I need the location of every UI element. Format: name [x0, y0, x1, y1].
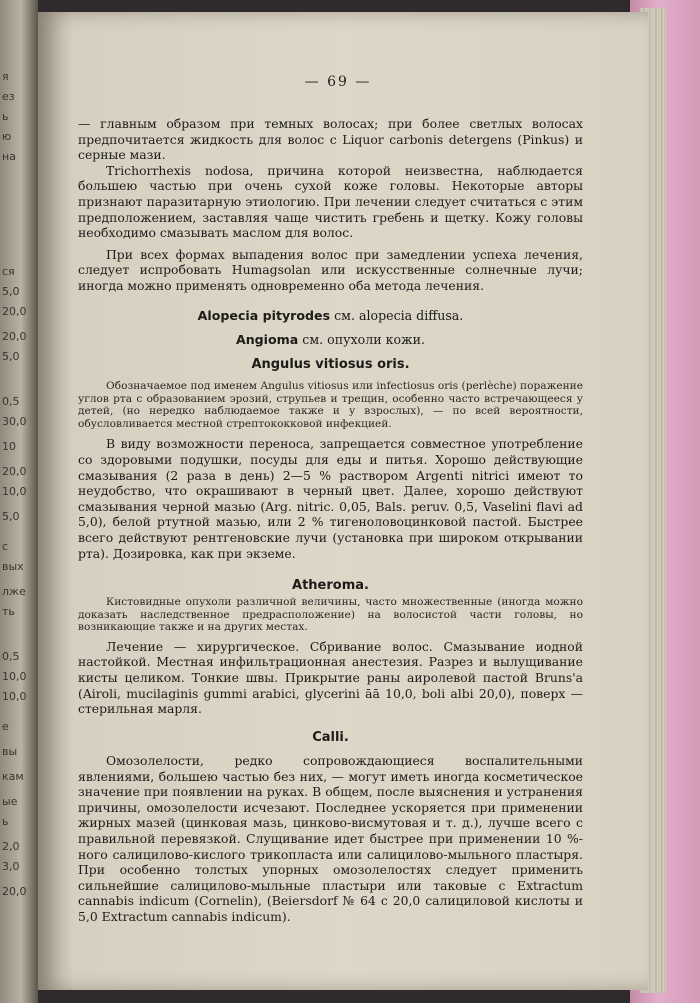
- atheroma-description: Кистовидные опухоли различной величины, часто множественные (иногда можно доказать наследственное предрасположение) на волосистой части головы, но возникающие также и на других местах.: [78, 596, 583, 634]
- margin-fragment: 10,0: [2, 690, 27, 703]
- margin-fragment: ть: [2, 605, 15, 618]
- margin-fragment: 5,0: [2, 350, 20, 363]
- margin-fragment: 20,0: [2, 330, 27, 343]
- angulus-description: Обозначаемое под именем Angulus vitiosus или infectiosus oris (perlèche) поражение углов рта с образованием эрозий, струпьев и трещин, особенно часто встречающееся у детей, (но нередко наблюдаемое также и у взрослых), — по всей вероятности, обусловливается местной стрептококковой инфекцией.: [78, 380, 583, 430]
- intro-section: [78, 116, 583, 294]
- atheroma-treatment: Лечение — хирургическое. Сбривание волос. Смазывание иодной настойкой. Местная инфильтрационная анестезия. Разрез и вылущивание кисты целиком. Тонкие швы. Прикрытие раны аиролевой пастой Bruns'а (Airoli, mucilaginis gummi arabici, glycerini āā 10,0, boli albi 20,0), поверх — стерильная марля.: [78, 638, 583, 717]
- margin-fragment: е: [2, 720, 9, 733]
- margin-fragment: ь: [2, 110, 9, 123]
- margin-fragment: ь: [2, 815, 9, 828]
- margin-fragment: 10: [2, 440, 16, 453]
- margin-fragment: 10,0: [2, 670, 27, 683]
- margin-fragment: с: [2, 540, 9, 553]
- margin-fragment: 20,0: [2, 465, 27, 478]
- margin-fragment: вы: [2, 745, 18, 758]
- margin-fragment: 10,0: [2, 485, 27, 498]
- section-angulus: [78, 380, 583, 561]
- margin-fragment: 5,0: [2, 285, 20, 298]
- intro-paragraph-2: Trichorrhexis nodosa, причина которой неизвестна, наблюдается большею частью при очень сухой коже головы. Некоторые авторы признают паразитарную этиологию. При лечении следует считаться с этим предположением, заставляя чаще чистить гребень и щетку. Кожу головы необходимо смазывать маслом для волос.: [78, 162, 583, 241]
- margin-fragment: 2,0: [2, 840, 20, 853]
- margin-fragment: на: [2, 150, 16, 163]
- calli-body: Омозолелости, редко сопровождающиеся воспалительными явлениями, большею частью без них, — могут иметь иногда косметическое значение при появлении на руках. В общем, после выяснения и устранения причины, омозолелости исчезают. Последнее ускоряется при применении жирных мазей (цинковая мазь, цинково-висмутовая и т. д.), лучше всего с правильной перевязкой. Слущивание идет быстрее при применении 10 %-ного салицилово-кислого трикопласта или салицилово-мыльного пластыря. При особенно толстых упорных омозолелостях следует применить сильнейшие салицилово-мыльные пластыри или таковые с Extractum cannabis indicum (Cornelin), (Beiersdorf № 64 с 20,0 салициловой кислоты и 5,0 Extractum cannabis indicum).: [78, 753, 583, 924]
- margin-fragment: 0,5: [2, 650, 20, 663]
- margin-fragment: ю: [2, 130, 12, 143]
- margin-fragment: 20,0: [2, 885, 27, 898]
- entry-angioma: [78, 332, 583, 347]
- margin-fragment: кам: [2, 770, 24, 783]
- previous-page-margin: [0, 0, 38, 1003]
- section-heading-angulus: Angulus vitiosus oris.: [251, 357, 410, 372]
- page-number: — 69 —: [304, 74, 372, 90]
- intro-paragraph-3: При всех формах выпадения волос при замедлении успеха лечения, следует испробовать Humagsolan или искусственные солнечные лучи; иногда можно применять одновременно оба метода лечения.: [78, 246, 583, 293]
- margin-fragment: 0,5: [2, 395, 20, 408]
- margin-fragment: 5,0: [2, 510, 20, 523]
- margin-fragment: ся: [2, 265, 15, 278]
- entry-reference: см. alopecia diffusa.: [330, 308, 464, 323]
- entry-reference: см. опухоли кожи.: [298, 332, 426, 347]
- book-page: [38, 12, 648, 990]
- intro-paragraph-1: — главным образом при темных волосах; при более светлых волосах предпочитается жидкость для волос с Liquor carbonis detergens (Pinkus) и серные мази.: [78, 116, 583, 163]
- margin-fragment: 30,0: [2, 415, 27, 428]
- margin-fragment: 3,0: [2, 860, 20, 873]
- margin-fragment: 20,0: [2, 305, 27, 318]
- margin-fragment: я: [2, 70, 9, 83]
- entry-term: Alopecia pityrodes: [197, 308, 331, 323]
- entry-alopecia: [78, 308, 583, 323]
- section-atheroma: [78, 596, 583, 717]
- margin-fragment: ые: [2, 795, 18, 808]
- margin-fragment: вых: [2, 560, 24, 573]
- angulus-treatment: В виду возможности переноса, запрещается совместное употребление со здоровыми подушки, посуды для еды и питья. Хорошо действующие смазывания (2 раза в день) 2—5 % раствором Argenti nitrici имеют то неудобство, что окрашивают в черный цвет. Далее, хорошо действуют смазывания черной мазью (Arg. nitric. 0,05, Bals. peruv. 0,5, Vaselini flavi ad 5,0), белой ртутной мазью, или 2 % тигеноловоцинковой пастой. Быстрее всего действуют рентгеновские лучи (установка при широком открывании рта). Дозировка, как при экземе.: [78, 436, 583, 561]
- section-heading-calli: Calli.: [312, 730, 349, 745]
- entry-term: Angioma: [235, 332, 299, 347]
- margin-fragment: ез: [2, 90, 15, 103]
- section-calli: [78, 753, 583, 925]
- margin-fragment: лже: [2, 585, 26, 598]
- section-heading-atheroma: Atheroma.: [292, 578, 369, 593]
